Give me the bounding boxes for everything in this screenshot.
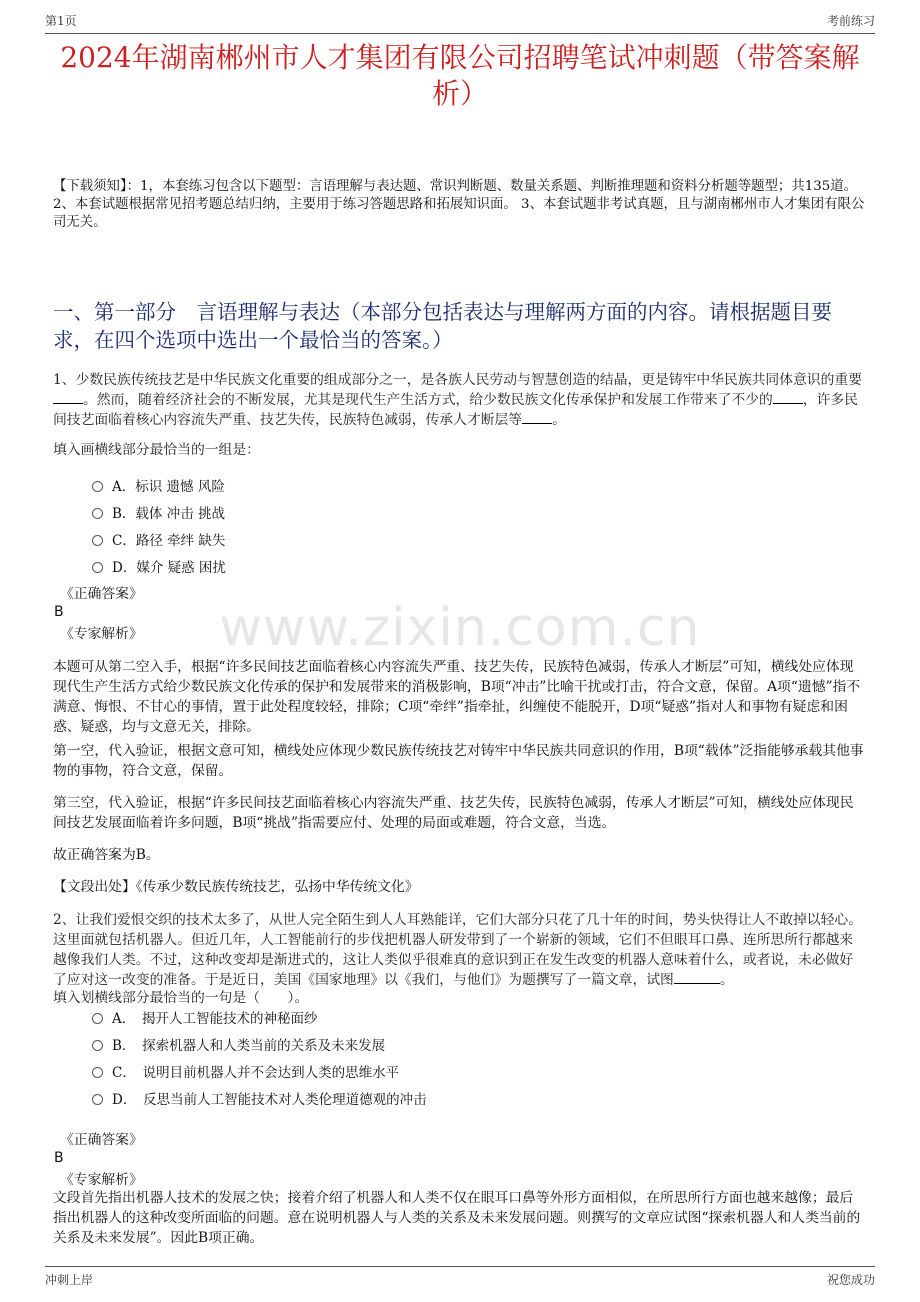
answer-value: B <box>54 1150 64 1166</box>
source-citation: 【文段出处】《传承少数民族传统技艺，弘扬中华传统文化》 <box>53 879 419 895</box>
analysis-label: 《专家解析》 <box>60 1172 143 1188</box>
answer-value: B <box>54 604 64 620</box>
radio-icon[interactable] <box>92 481 103 492</box>
analysis-paragraph: 本题可从第二空入手，根据“许多民间技艺面临着核心内容流失严重、技艺失传，民族特色减弱，传承人才断层”可知，横线处应体现现代生产生活方式给少数民族文化传承的保护和发展带来的消极影响，B项“冲击”比喻干扰或打击，符合文意，保留。A项“遗憾”指不满意、悔恨、不甘心的事情，置于此处程度较轻，排除；C项“牵绊”指牵扯，纠缠使不能脱开，D项“疑惑”指对人和事物有疑虑和困惑、疑惑，均与文意无关，排除。 <box>53 659 861 735</box>
radio-icon[interactable] <box>92 1067 103 1078</box>
download-notice: 【下载须知】：1，本套练习包含以下题型：言语理解与表达题、常识判断题、数量关系题、判断推理题和资料分析题等题型；共135道。 2、本套试题根据常见招考题总结归纳，主要用于练习答题思路和拓展知识面。 3、本套试题非考试真题，且与湖南郴州市人才集团有限公司无关。 <box>53 179 865 230</box>
analysis-paragraph: 故正确答案为B。 <box>53 847 160 863</box>
answer-label: 《正确答案》 <box>60 586 143 602</box>
section-heading: 一、第一部分 言语理解与表达（本部分包括表达与理解两方面的内容。请根据题目要求，在四个选项中选出一个最恰当的答案。） <box>53 300 832 352</box>
radio-icon[interactable] <box>92 562 103 573</box>
radio-icon[interactable] <box>92 535 103 546</box>
page-footer <box>45 1271 875 1291</box>
question-2-text: 2、让我们爱恨交织的技术太多了，从世人完全陌生到人人耳熟能详，它们大部分只花了几十年的时间，势头快得让人不敢掉以轻心。这里面就包括机器人。但近几年，人工智能前行的步伐把机器人研发带到了一个崭新的领域，它们不但眼耳口鼻、连所思所行都越来越像我们人类。不过，这种改变却是渐进式的，这让人类似乎很难真的意识到正在发生改变的机器人意味着什么，或者说，未必做好了应对这一改变的准备。于是近日，美国《国家地理》以《我们，与他们》为题撰写了一篇文章，试图 。 <box>53 912 862 988</box>
page-header <box>45 12 875 32</box>
answer-label: 《正确答案》 <box>60 1132 143 1148</box>
analysis-paragraph: 第三空，代入验证，根据“许多民间技艺面临着核心内容流失严重、技艺失传，民族特色减弱，传承人才断层”可知，横线处应体现民间技艺发展面临着许多问题，B项“挑战”指需要应付、处理的局面或难题，符合文意，当选。 <box>53 795 854 831</box>
footer-left: 冲刺上岸 <box>45 1273 94 1287</box>
radio-icon[interactable] <box>92 1094 103 1105</box>
question-2-prompt: 填入划横线部分最恰当的一句是（ ）。 <box>53 990 309 1006</box>
question-1-text: 1、少数民族传统技艺是中华民族文化重要的组成部分之一，是各族人民劳动与智慧创造的结晶，更是铸牢中华民族共同体意识的重要。然而，随着经济社会的不断发展，尤其是现代生产生活方式，给少数民族文化传承保护和发展工作带来了不少的 ，许多民间技艺面临着核心内容流失严重、技艺失传，民族特色减弱，传承人才断层等 。 <box>53 372 862 428</box>
page-number: 第1页 <box>45 14 77 28</box>
document-title: 2024年湖南郴州市人才集团有限公司招聘笔试冲刺题（带答案解析） <box>60 41 860 110</box>
radio-icon[interactable] <box>92 1040 103 1051</box>
watermark: www.zixin.com.cn <box>219 598 701 658</box>
footer-right: 祝您成功 <box>826 1273 875 1287</box>
analysis-label: 《专家解析》 <box>60 626 143 642</box>
header-rule <box>45 33 875 34</box>
footer-rule <box>45 1266 875 1267</box>
header-label: 考前练习 <box>826 14 875 28</box>
question-1-prompt: 填入画横线部分最恰当的一组是： <box>53 442 260 458</box>
radio-icon[interactable] <box>92 508 103 519</box>
analysis-paragraph: 文段首先指出机器人技术的发展之快；接着介绍了机器人和人类不仅在眼耳口鼻等外形方面相似，在所思所行方面也越来越像；最后指出机器人的这种改变所面临的问题。意在说明机器人与人类的关系及未来发展问题。则撰写的文章应试图“探索机器人和人类当前的关系及未来发展”。因此B项正确。 <box>53 1190 861 1246</box>
analysis-paragraph: 第一空，代入验证，根据文意可知，横线处应体现少数民族传统技艺对铸牢中华民族共同意识的作用，B项“载体”泛指能够承载其他事物的事物，符合文意，保留。 <box>53 743 864 779</box>
radio-icon[interactable] <box>92 1013 103 1024</box>
